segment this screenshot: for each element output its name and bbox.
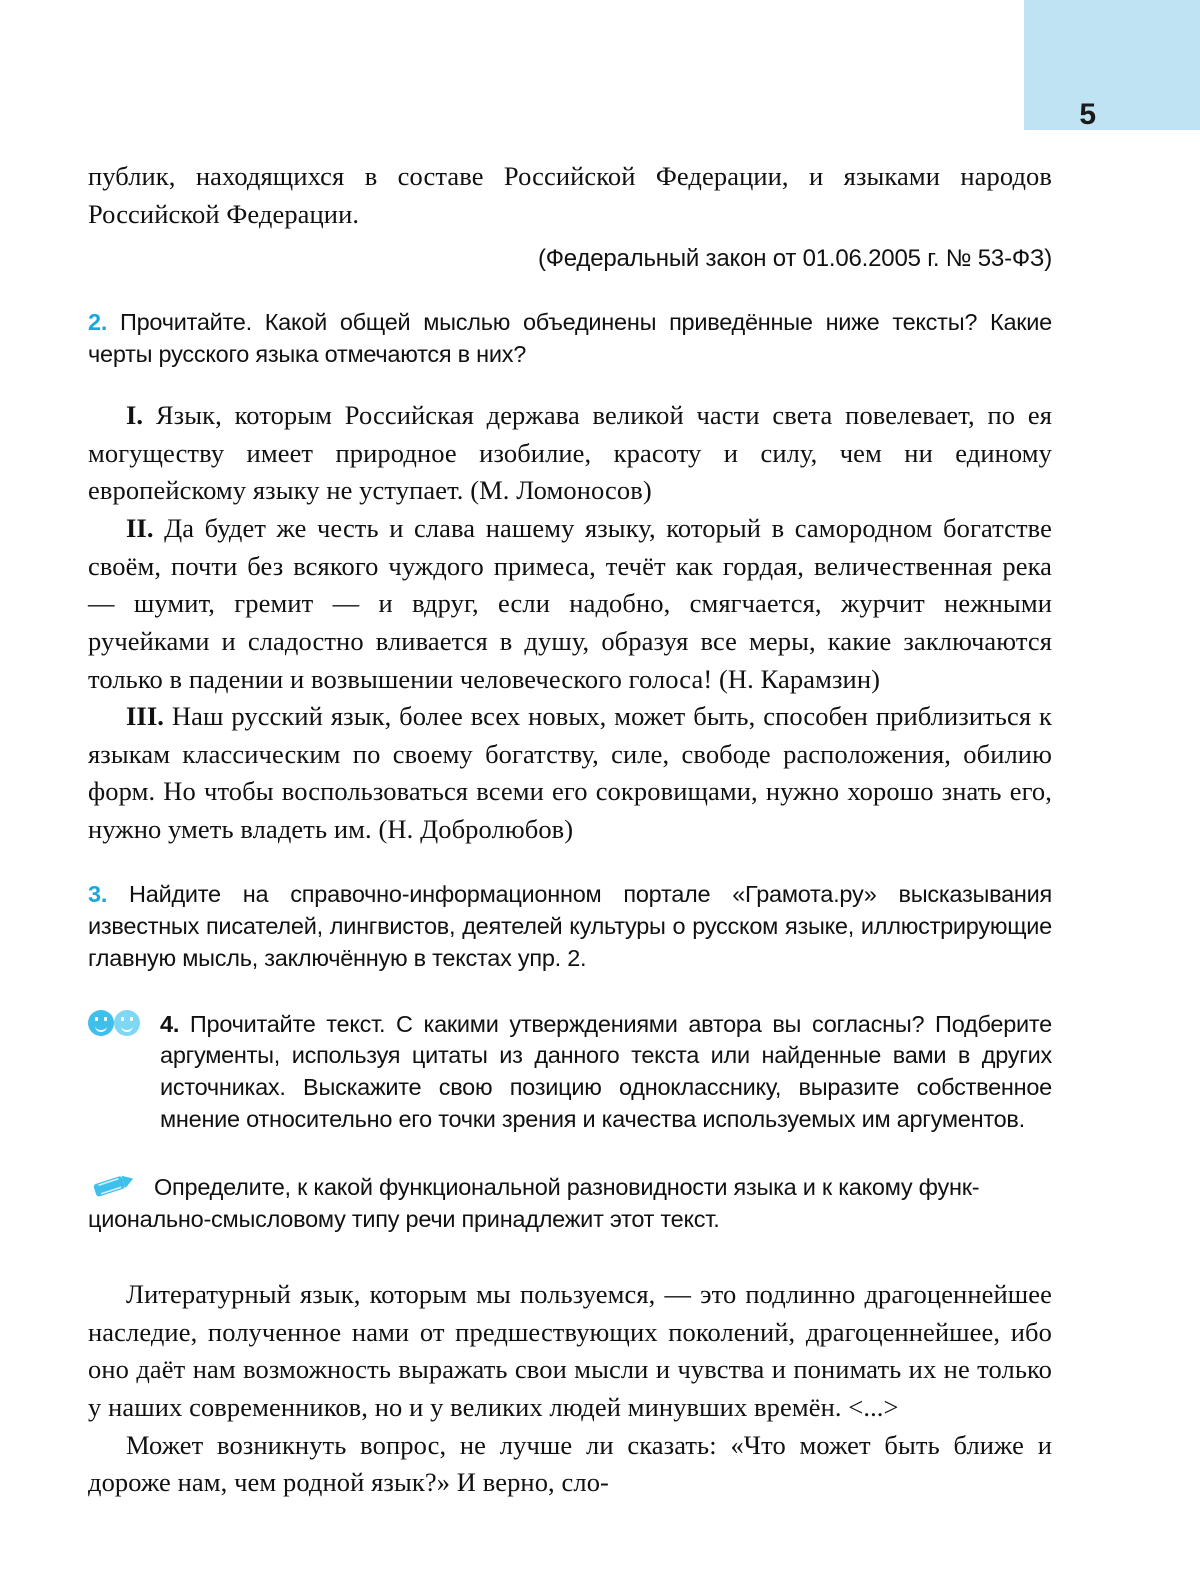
pencil-icon bbox=[88, 1170, 136, 1200]
quote-2 bbox=[88, 510, 1052, 698]
law-reference: (Федеральный закон от 01.06.2005 г. № 53-ФЗ) bbox=[537, 245, 1052, 273]
quote-1-text: Язык, которым Российская держава великой части света повелевает, по ея могуществу имеет природное изобилие, красоту и силу, чем ни единому европейскому языку не уступает. (М. Ломоносов) bbox=[88, 400, 1053, 506]
task-3-number: 3. bbox=[88, 880, 108, 907]
page-content bbox=[88, 158, 1052, 1502]
quote-3-text: Наш русский язык, более всех новых, может быть, способен приблизиться к языкам классическим по своему богатству, силе, свободе расположения, обилию форм. Но чтобы воспользоваться всеми его сокровищами, нужно хорошо знать его, нужно уметь владеть им. (Н. Добролюбов) bbox=[88, 701, 1052, 845]
pencil-task-first-line: Определите, к какой функциональной разновидности языка и к какому функ- bbox=[154, 1174, 980, 1201]
task-3-text: Найдите на справочно-информационном портале «Грамота.ру» высказывания известных писателей, лингвистов, деятелей культуры о русском языке, иллюстрирующие главную мысль, заключённую в текстах упр. 2. bbox=[88, 880, 1052, 971]
quote-2-marker: II. bbox=[126, 513, 154, 544]
task-4-paragraph bbox=[88, 1009, 1052, 1137]
quote-1-marker: I. bbox=[126, 400, 144, 431]
task-2 bbox=[88, 307, 1052, 371]
task-4 bbox=[88, 1009, 1052, 1137]
pencil-task bbox=[88, 1172, 1052, 1236]
law-continuation-paragraph: публик, находящихся в составе Российской Федерации, и языками народов Российской Федерации. bbox=[88, 161, 1052, 229]
task-2-number: 2. bbox=[88, 309, 108, 336]
quote-3 bbox=[88, 698, 1052, 849]
task-4-number: 4. bbox=[160, 1010, 180, 1037]
task-4-text: Прочитайте текст. С какими утверждениями автора вы согласны? Подберите аргументы, используя цитаты из данного текста или найденные вами в других источниках. Выскажите свою позицию однокласснику, выразите собственное мнение относительно его точки зрения и качества используемых им аргументов. bbox=[160, 1010, 1052, 1133]
reading-paragraph-1: Литературный язык, которым мы пользуемся, — это подлинно драгоценнейшее наследие, полученное нами от предшествующих поколений, драгоценнейшее, ибо оно даёт нам возможность выражать свои мысли и чувства и понимать их не только у наших современников, но и у великих людей минувших времён. <...> bbox=[88, 1279, 1052, 1423]
task-3 bbox=[88, 879, 1052, 975]
page-number: 5 bbox=[1079, 98, 1096, 131]
reading-paragraph-2: Может возникнуть вопрос, не лучше ли сказать: «Что может быть ближе и дороже нам, чем родной язык?» И верно, сло- bbox=[88, 1429, 1052, 1498]
two-smiley-faces-icon bbox=[88, 1010, 150, 1036]
task-2-text: Прочитайте. Какой общей мыслью объединены приведённые ниже тексты? Какие черты русского языка отмечаются в них? bbox=[88, 309, 1052, 368]
pencil-task-rest: ционально-смысловому типу речи принадлежит этот текст. bbox=[88, 1206, 720, 1233]
quote-1 bbox=[88, 397, 1052, 510]
quote-2-text: Да будет же честь и слава нашему языку, который в самородном богатстве своём, почти без всякого чуждого примеса, течёт как гордая, величественная река — шумит, гремит — и вдруг, если надобно, смягчается, журчит нежными ручейками и сладостно вливается в душу, образуя все меры, какие заключаются только в падении и возвышении человеческого голоса! (Н. Карамзин) bbox=[88, 513, 1052, 694]
quote-3-marker: III. bbox=[126, 701, 164, 732]
decorative-corner-block bbox=[1024, 0, 1200, 130]
